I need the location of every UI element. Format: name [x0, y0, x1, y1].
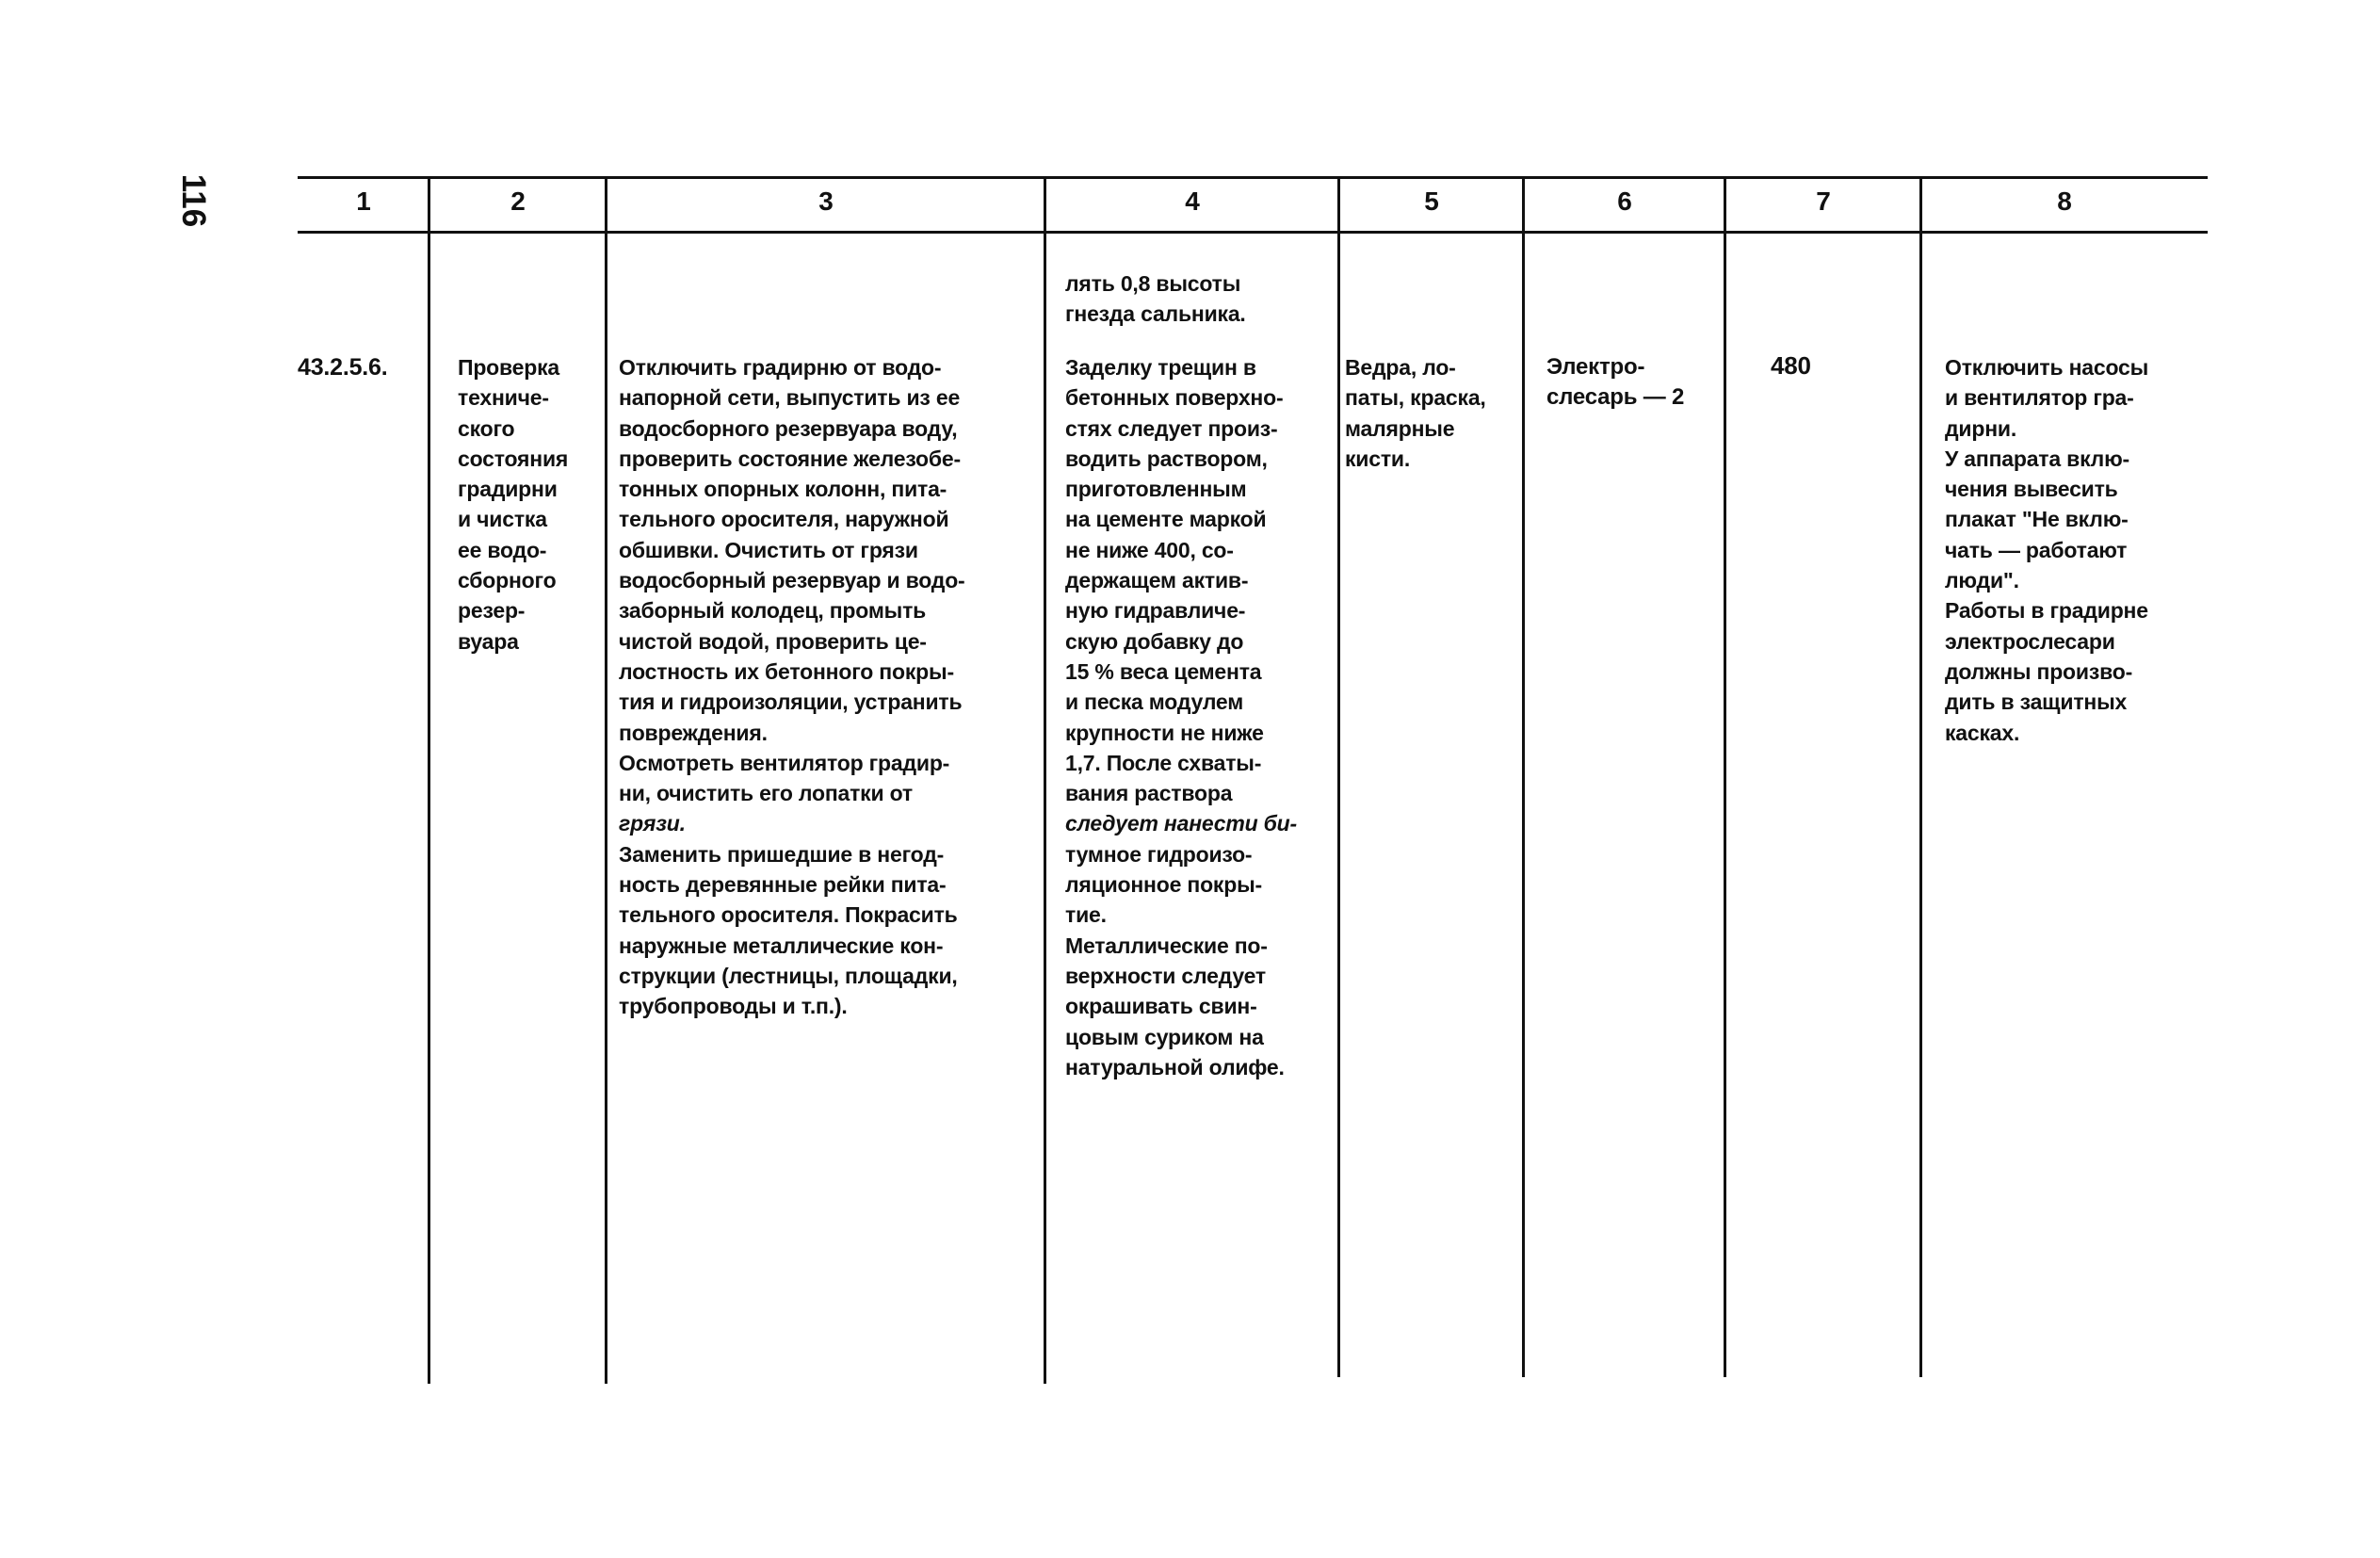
header-col-4: 4	[1185, 187, 1200, 216]
col4-continuation: лять 0,8 высоты гнезда сальника.	[1065, 271, 1246, 327]
item-number: 43.2.5.6.	[298, 354, 388, 381]
page-number: 116	[175, 173, 212, 228]
technical-requirements-text-1: Заделку трещин в бетонных поверхно- стях следует произ- водить раствором, приготовленным на цементе маркой не ниже 400, со- держащем актив- ную гидравличе- скую добавку до 15 % веса цемента и песка модулем крупности не ниже 1,7. После схваты- вания раствора	[1065, 355, 1284, 806]
header-col-3: 3	[818, 187, 834, 216]
technical-requirements	[1065, 352, 1334, 1082]
safety-measures: Отключить насосы и вентилятор гра- дирни. У аппарата вклю- чения вывесить плакат "Не вклю- чать — работают люди". Работы в градирне электрослесари должны произво- дить в защитных касках.	[1945, 355, 2149, 745]
labor-norm: 480	[1771, 351, 1811, 380]
header-col-8: 8	[2057, 187, 2072, 216]
header-col-2: 2	[510, 187, 526, 216]
header-col-6: 6	[1617, 187, 1632, 216]
work-description	[619, 352, 1047, 1022]
work-description-text-1: Отключить градирню от водо- напорной сети, выпустить из ее водосборного резервуара воду, проверить состояние железобе- тонных опорных колонн, пита- тельного оросителя, наружной обшивки. Очистить от грязи водосборный резервуар и водо- заборный колодец, промыть чистой водой, проверить це- лостность их бетонного покры- тия и гидроизоляции, устранить повреждения. Осмотреть вентилятор градир- ни, очистить его лопатки от	[619, 355, 965, 806]
personnel: Электро- слесарь — 2	[1546, 354, 1685, 411]
column-divider	[1919, 176, 1922, 1377]
header-col-7: 7	[1816, 187, 1831, 216]
technical-requirements-italic: следует нанести би-	[1065, 811, 1297, 836]
header-col-5: 5	[1424, 187, 1439, 216]
column-divider	[1337, 176, 1340, 1377]
work-description-italic: грязи.	[619, 811, 686, 836]
work-description-text-2: Заменить пришедшие в негод- ность деревянные рейки пита- тельного оросителя. Покрасить наружные металлические кон- струкции (лестницы, площадки, трубопроводы и т.п.).	[619, 841, 958, 1019]
work-title: Проверка техниче- ского состояния градирни и чистка ее водо- сборного резер- вуара	[458, 355, 569, 654]
column-divider	[1724, 176, 1726, 1377]
column-divider	[428, 176, 430, 1384]
header-col-1: 1	[356, 187, 371, 216]
technical-requirements-text-2: тумное гидроизо- ляционное покры- тие. Металлические по- верхности следует окрашивать свин- цовым суриком на натуральной олифе.	[1065, 841, 1285, 1079]
tools-materials: Ведра, ло- паты, краска, малярные кисти.	[1345, 355, 1486, 471]
